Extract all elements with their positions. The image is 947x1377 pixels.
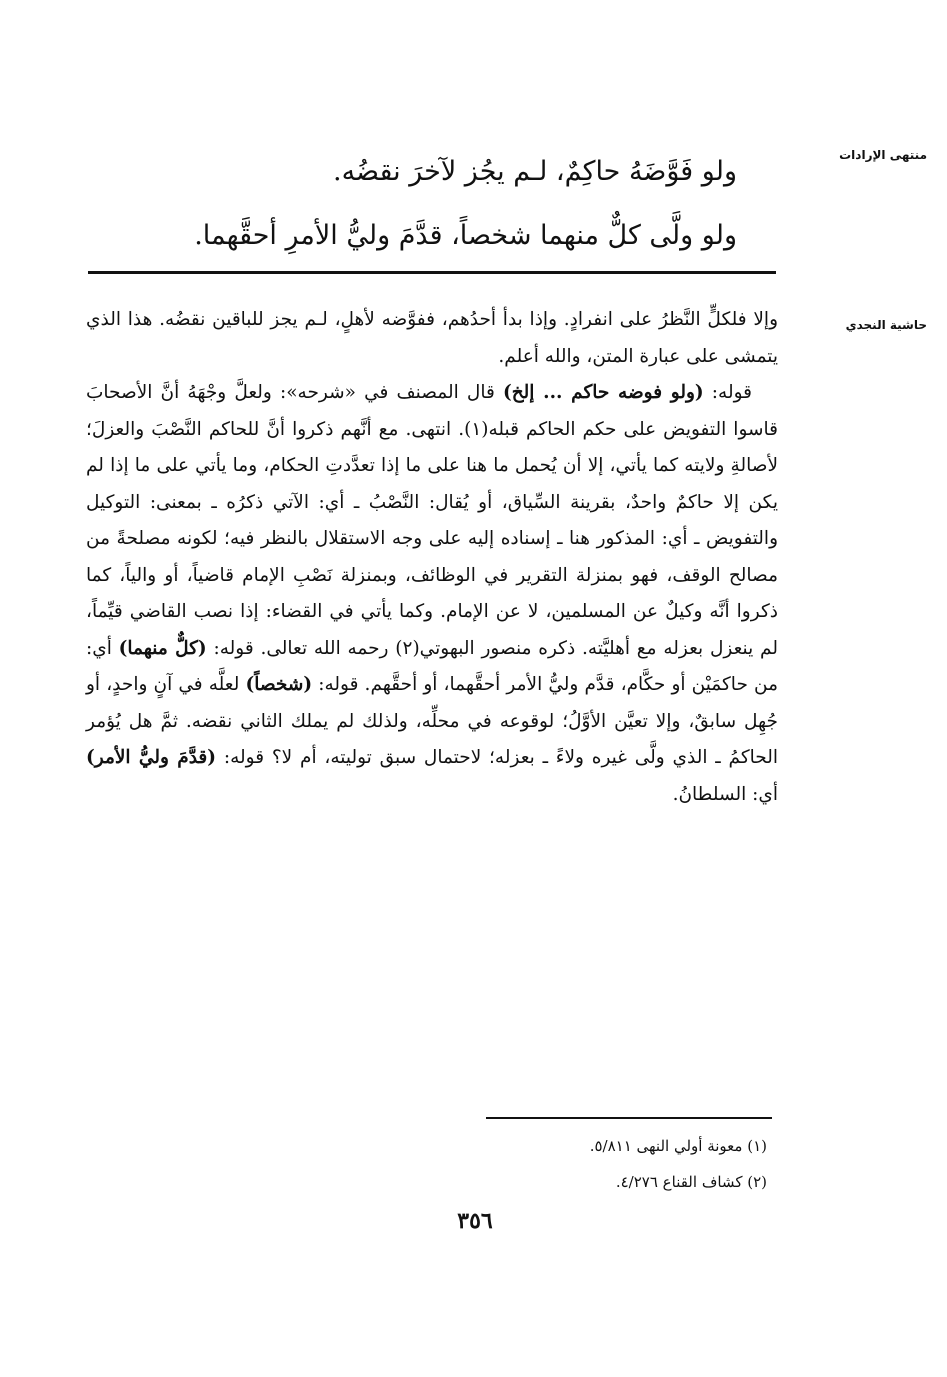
commentary-body-1: قال المصنف في «شرحه»: ولعلَّ وجْهَهُ أنَّ الأصحابَ قاسوا التفويض على حكم الحاكم قبله(١). انتهى. مع أنَّهم ذكروا أنَّ للحاكم النَّصْبَ والعزلَ؛ لأصالةِ ولايته كما يأتي، إلا أن يُحمل ما هنا على ما إذا تعدَّدتِ الحكام، وما يأتي على ما إذا لم يكن إلا حاكمٌ واحدٌ، بقرينة السِّياق، أو يُقال: النَّصْبُ ـ أي: الآتي ذكرُه ـ بمعنى: التوكيل والتفويض ـ أي: المذكور هنا ـ إسناده إليه على وجه الاستقلال بالنظر فيه؛ لكونه مصلحةً من مصالح الوقف، فهو بمنزلة التقرير في الوظائف، وبمنزلة نَصْبِ الإمام قاضياً، أو والياً، كما ذكروا أنَّه وكيلٌ عن المسلمين، لا عن الإمام. وكما يأتي في القضاء: إذا نصب القاضي قيِّماً، لم ينعزل بعزله مع أهليَّته. ذكره منصور البهوتي(٢) رحمه الله تعالى. قوله:: [86, 382, 779, 659]
commentary-paragraph-2: [86, 375, 778, 813]
quoted-phrase-1: (ولو فوضه حاكم ... إلخ): [502, 382, 704, 403]
quoted-phrase-2: (كلٌّ منهما): [118, 637, 207, 659]
quoted-phrase-3: (شخصاً): [245, 674, 313, 695]
page-number: ٣٥٦: [457, 1208, 493, 1234]
commentary-lead: قوله:: [703, 382, 752, 403]
footnote-divider: [486, 1117, 772, 1119]
matn-line-2: ولو ولَّى كلٌّ منهما شخصاً، قدَّمَ وليُّ الأمرِ أحقَّهما.: [194, 220, 737, 251]
commentary-body-4: أي: السلطانُ.: [672, 783, 778, 805]
commentary-body-2: أي: من حاكمَيْن أو حكَّام، قدَّم وليُّ الأمر أحقَّهما، أو أحقَّهم. قوله:: [86, 637, 778, 695]
matn-line-1: ولو فَوَّضَهُ حاكِمٌ، لـم يجُز لآخرَ نقضُه.: [333, 156, 737, 187]
footnotes: [267, 1128, 767, 1200]
section-divider: [88, 271, 776, 274]
commentary-text: [86, 302, 778, 813]
margin-label-hashiya: حاشية النجدي: [845, 318, 927, 332]
quoted-phrase-4: (قدَّمَ وليُّ الأمر): [86, 747, 217, 768]
footnote-1: (١) معونة أولي النهى ٥/٨١١.: [589, 1137, 767, 1155]
commentary-body-3: لعلَّه في آنٍ واحدٍ، أو جُهِل سابقٌ، وإلا تعيَّن الأوَّلُ؛ لوقوعه في محلِّه، ولذلك لم يملك الثاني نقضه. ثمَّ هل يُؤمر الحاكمُ ـ الذي ولَّى غيره ولاءً ـ بعزله؛ لاحتمال سبق توليته، أم لا؟ قوله:: [86, 674, 778, 768]
matn-text: [180, 140, 737, 268]
footnote-2: (٢) كشاف القناع ٤/٢٧٦.: [615, 1173, 767, 1191]
margin-label-matn: منتهى الإرادات: [839, 148, 927, 162]
commentary-paragraph-1: وإلا فلكلٍّ النَّظرُ على انفرادٍ. وإذا بدأ أحدُهم، ففوَّضه لأهلٍ، لـم يجز للباقين نقضُه. هذا الذي يتمشى على عبارة المتن، والله أعلم.: [86, 309, 778, 367]
